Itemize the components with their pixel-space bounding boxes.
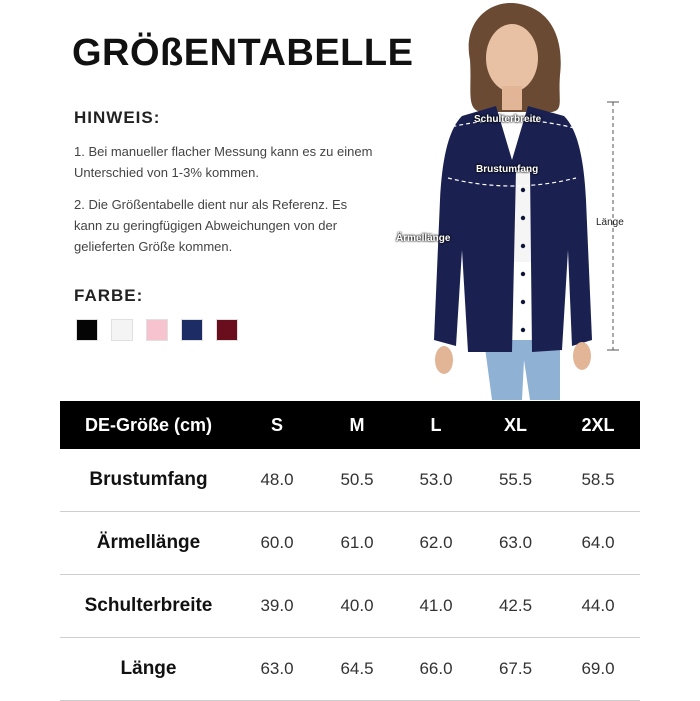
table-header-xl: XL	[475, 401, 556, 449]
color-swatch-white[interactable]	[111, 319, 133, 341]
table-cell: 48.0	[237, 449, 317, 512]
note-item-1: 1. Bei manueller flacher Messung kann es zu einem Unterschied von 1-3% kommen.	[74, 144, 373, 180]
table-cell: 58.5	[556, 449, 640, 512]
neck-shape	[502, 86, 522, 110]
page-title: GRÖßENTABELLE	[72, 32, 414, 74]
note-item-2: 2. Die Größentabelle dient nur als Referenz. Es kann zu geringfügigen Abweichungen von der gelieferten Größe kommen.	[74, 197, 348, 254]
row-label: Länge	[60, 638, 237, 701]
table-cell: 42.5	[475, 575, 556, 638]
table-cell: 60.0	[237, 512, 317, 575]
table-cell: 61.0	[317, 512, 397, 575]
table-cell: 50.5	[317, 449, 397, 512]
table-header-size: DE-Größe (cm)	[60, 401, 237, 449]
size-table	[60, 401, 640, 701]
table-header-row	[60, 401, 640, 449]
shoulder-label: Schulterbreite	[474, 114, 542, 125]
color-swatch-pink[interactable]	[146, 319, 168, 341]
row-label: Brustumfang	[60, 449, 237, 512]
note-heading: HINWEIS:	[74, 108, 161, 127]
face-shape	[486, 24, 538, 92]
table-header-l: L	[397, 401, 475, 449]
table-cell: 53.0	[397, 449, 475, 512]
table-cell: 39.0	[237, 575, 317, 638]
table-cell: 69.0	[556, 638, 640, 701]
length-label: Länge	[596, 217, 624, 228]
bust-label: Brustumfang	[476, 164, 539, 175]
color-swatch-black[interactable]	[76, 319, 98, 341]
table-header-2xl: 2XL	[556, 401, 640, 449]
table-row	[60, 575, 640, 638]
table-cell: 64.5	[317, 638, 397, 701]
table-cell: 63.0	[237, 638, 317, 701]
table-cell: 67.5	[475, 638, 556, 701]
cardigan-shape	[434, 106, 592, 352]
table-row	[60, 638, 640, 701]
color-swatches	[76, 319, 238, 341]
table-cell: 63.0	[475, 512, 556, 575]
table-cell: 66.0	[397, 638, 475, 701]
table-cell: 40.0	[317, 575, 397, 638]
left-hand-shape	[435, 346, 453, 374]
sleeve-label: Ärmellänge	[396, 233, 451, 244]
color-heading: FARBE:	[74, 286, 144, 305]
table-cell: 62.0	[397, 512, 475, 575]
table-row	[60, 512, 640, 575]
row-label: Schulterbreite	[60, 575, 237, 638]
color-swatch-navy[interactable]	[181, 319, 203, 341]
table-header-m: M	[317, 401, 397, 449]
color-swatch-burgundy[interactable]	[216, 319, 238, 341]
table-cell: 44.0	[556, 575, 640, 638]
right-hand-shape	[573, 342, 591, 370]
model-figure	[392, 0, 632, 400]
table-cell: 64.0	[556, 512, 640, 575]
row-label: Ärmellänge	[60, 512, 237, 575]
table-header-s: S	[237, 401, 317, 449]
table-row	[60, 449, 640, 512]
table-cell: 41.0	[397, 575, 475, 638]
model-illustration	[392, 0, 632, 400]
table-cell: 55.5	[475, 449, 556, 512]
